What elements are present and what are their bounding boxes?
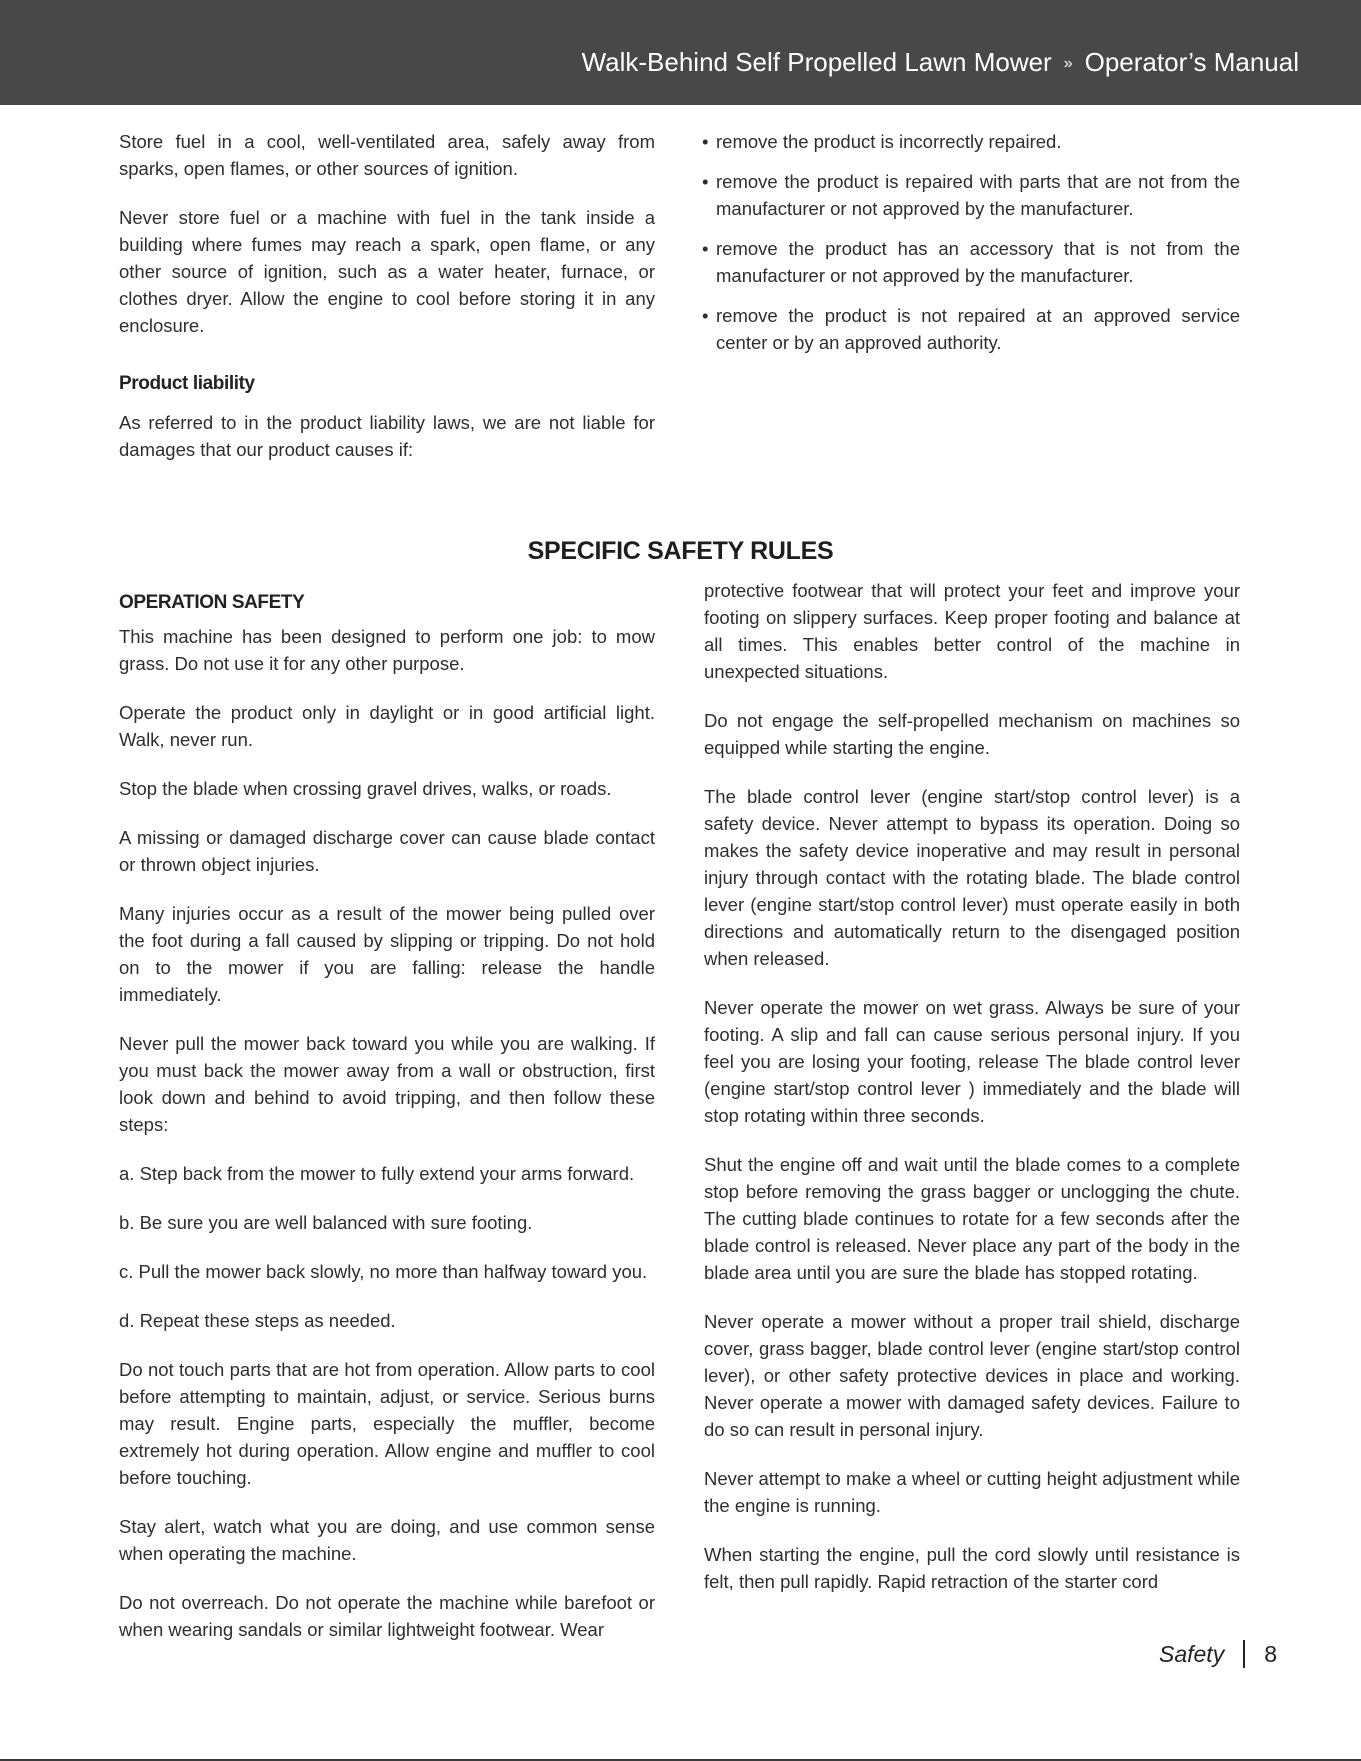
paragraph: Do not touch parts that are hot from operation. Allow parts to cool before attempting to maintain, adjust, or service. Serious burns may result. Engine parts, especially the muffler, become extremely hot during operation. Allow engine and muffler to cool before touching. [119, 1359, 655, 1488]
footer-divider [1243, 1640, 1245, 1668]
header-title [582, 47, 1299, 79]
paragraph: A missing or damaged discharge cover can cause blade contact or thrown object injuries. [119, 827, 655, 875]
paragraph: Shut the engine off and wait until the blade comes to a complete stop before removing the grass bagger or unclogging the chute. The cutting blade continues to rotate for a few seconds after the blade control is released. Never place any part of the body in the blade area until you are sure the blade has stopped rotating. [704, 1154, 1240, 1283]
header-separator: » [1063, 55, 1073, 72]
top-right-column [704, 128, 1240, 369]
paragraph: protective footwear that will protect your feet and improve your footing on slippery surfaces. Keep proper footing and balance at all times. This enables better control of the machine in unexpected situations. [704, 580, 1240, 682]
list-item: • remove the product is incorrectly repaired. [704, 128, 1240, 155]
bullet-icon: • [702, 171, 709, 192]
header-product-title: Walk-Behind Self Propelled Lawn Mower [581, 47, 1052, 77]
left-column [119, 589, 655, 1665]
paragraph: Never operate the mower on wet grass. Always be sure of your footing. A slip and fall can cause serious personal injury. If you feel you are losing your footing, release The blade control lever (engine start/stop control lever ) immediately and the blade will stop rotating within three seconds. [704, 997, 1240, 1126]
paragraph: Many injuries occur as a result of the mower being pulled over the foot during a fall caused by slipping or tripping. Do not hold on to the mower if you are falling: release the handle immediately. [119, 903, 655, 1005]
step-item: c. Pull the mower back slowly, no more than halfway toward you. [119, 1261, 648, 1282]
bullet-icon: • [702, 238, 709, 259]
paragraph: Store fuel in a cool, well-ventilated area, safely away from sparks, open flames, or other sources of ignition. [119, 131, 655, 179]
section-title: SPECIFIC SAFETY RULES [527, 537, 834, 565]
paragraph: This machine has been designed to perform one job: to mow grass. Do not use it for any other purpose. [119, 626, 655, 674]
paragraph: Stop the blade when crossing gravel drives, walks, or roads. [119, 778, 612, 799]
list-item: • remove the product has an accessory that is not from the manufacturer or not approved by the manufacturer. [704, 235, 1240, 289]
paragraph: Never attempt to make a wheel or cutting height adjustment while the engine is running. [704, 1468, 1240, 1516]
right-column [704, 577, 1240, 1617]
page-number: 8 [1264, 1641, 1277, 1667]
paragraph: Never operate a mower without a proper trail shield, discharge cover, grass bagger, blade control lever (engine start/stop control lever), or other safety protective devices in place and working. Never operate a mower with damaged safety devices. Failure to do so can result in personal injury. [704, 1311, 1240, 1440]
product-liability-heading: Product liability [119, 373, 255, 394]
paragraph: Never pull the mower back toward you while you are walking. If you must back the mower away from a wall or obstruction, first look down and behind to avoid tripping, and then follow these steps: [119, 1033, 655, 1135]
list-item: • remove the product is repaired with parts that are not from the manufacturer or not approved by the manufacturer. [704, 168, 1240, 222]
step-item: d. Repeat these steps as needed. [119, 1310, 396, 1331]
paragraph: Do not overreach. Do not operate the machine while barefoot or when wearing sandals or similar lightweight footwear. Wear [119, 1592, 655, 1640]
footer-section-label: Safety [1158, 1641, 1225, 1667]
paragraph: Stay alert, watch what you are doing, and use common sense when operating the machine. [119, 1516, 655, 1564]
paragraph: When starting the engine, pull the cord slowly until resistance is felt, then pull rapidly. Rapid retraction of the starter cord [704, 1544, 1240, 1592]
operation-safety-heading: OPERATION SAFETY [119, 592, 305, 613]
header-manual-title: Operator’s Manual [1084, 47, 1299, 77]
paragraph: Do not engage the self-propelled mechanism on machines so equipped while starting the engine. [704, 710, 1240, 758]
list-item: • remove the product is not repaired at an approved service center or by an approved authority. [704, 302, 1240, 356]
paragraph: As referred to in the product liability laws, we are not liable for damages that our product causes if: [119, 412, 655, 460]
paragraph: Operate the product only in daylight or in good artificial light. Walk, never run. [119, 702, 655, 750]
page-header [0, 0, 1361, 105]
top-left-column [119, 128, 655, 485]
step-item: a. Step back from the mower to fully extend your arms forward. [119, 1163, 635, 1184]
bullet-icon: • [702, 305, 709, 326]
liability-bullet-list [704, 128, 1240, 356]
bullet-icon: • [702, 131, 709, 152]
paragraph: The blade control lever (engine start/stop control lever) is a safety device. Never attempt to bypass its operation. Doing so makes the safety device inoperative and may result in personal injury through contact with the rotating blade. The blade control lever (engine start/stop control lever) must operate easily in both directions and automatically return to the disengaged position when released. [704, 786, 1240, 969]
step-item: b. Be sure you are well balanced with sure footing. [119, 1212, 533, 1233]
page-footer [1159, 1640, 1277, 1668]
paragraph: Never store fuel or a machine with fuel in the tank inside a building where fumes may reach a spark, open flame, or any other source of ignition, such as a water heater, furnace, or clothes dryer. Allow the engine to cool before storing it in any enclosure. [119, 207, 655, 336]
